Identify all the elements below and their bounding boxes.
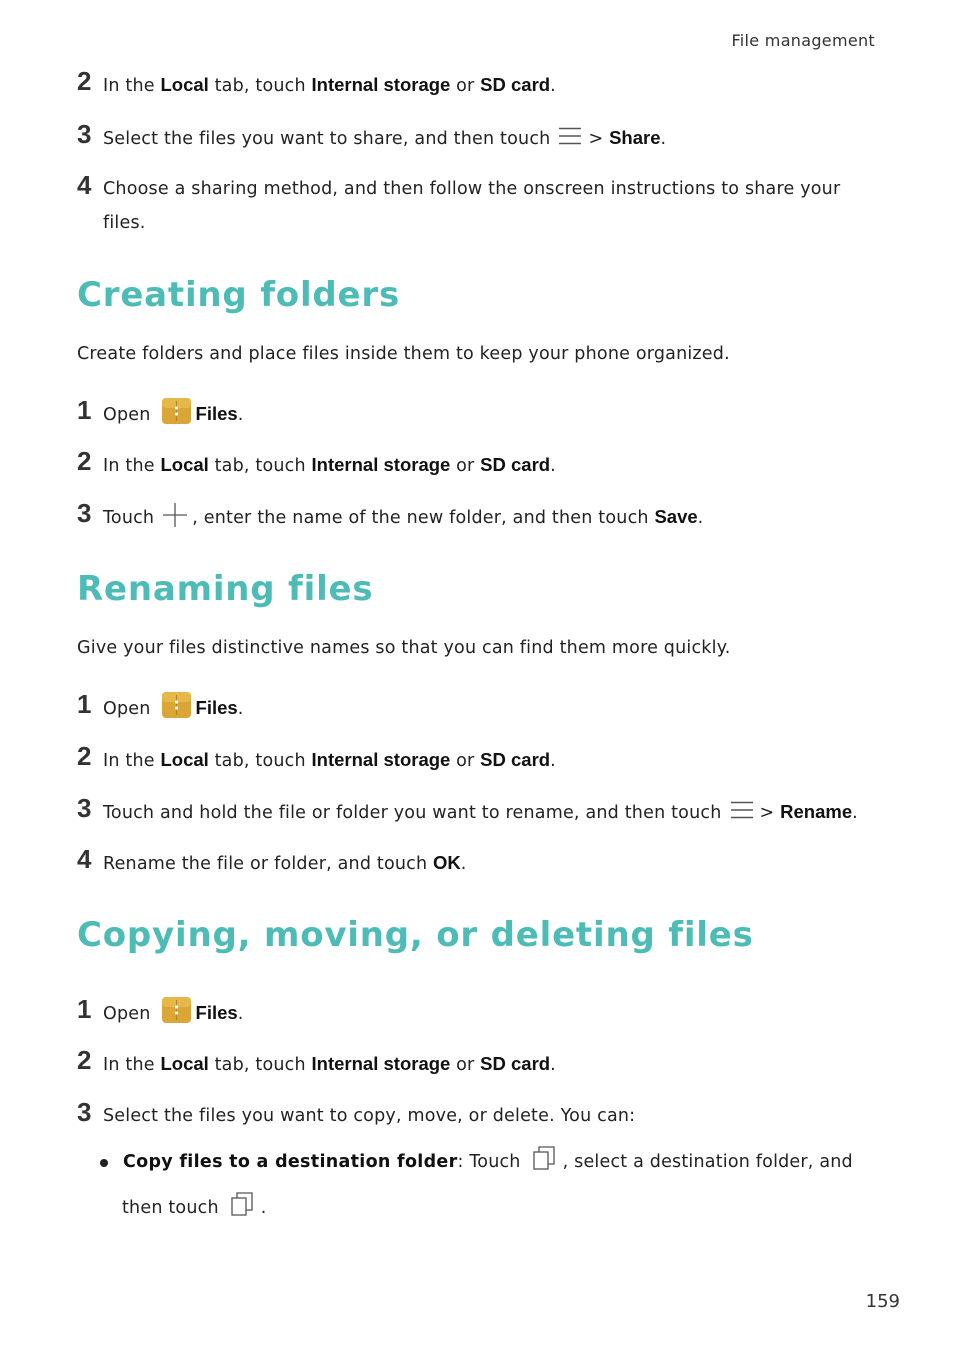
copy-icon [533, 1146, 555, 1170]
running-header: File management [731, 31, 875, 50]
step-text: Open Files. [103, 397, 883, 432]
section-intro: Create folders and place files inside them to keep your phone organized. [77, 344, 730, 364]
step-text: In the Local tab, touch Internal storage or SD card. [103, 74, 556, 96]
files-app-icon [161, 397, 192, 425]
step-text: In the Local tab, touch Internal storage or SD card. [103, 1053, 556, 1075]
step-text: In the Local tab, touch Internal storage or SD card. [103, 749, 556, 771]
step-number: 3 [77, 119, 92, 149]
step-text: Open Files. [103, 691, 883, 726]
step-number: 2 [77, 446, 92, 476]
step-text: In the Local tab, touch Internal storage or SD card. [103, 454, 556, 476]
section-intro: Give your files distinctive names so that you can find them more quickly. [77, 638, 731, 658]
bullet-text: Copy files to a destination folder: Touch , select a destination folder, and [123, 1145, 853, 1179]
section-title-renaming-files: Renaming files [77, 569, 374, 609]
files-app-icon [161, 996, 192, 1024]
step-number: 4 [77, 844, 92, 874]
section-title-creating-folders: Creating folders [77, 275, 401, 315]
step-number: 2 [77, 1045, 92, 1075]
step-text: Select the files you want to copy, move, or delete. You can: [103, 1106, 636, 1126]
bullet-dot [100, 1159, 108, 1167]
bullet-text-continued: then touch . [122, 1191, 267, 1225]
section-title-copying-files: Copying, moving, or deleting files [77, 915, 754, 955]
step-text: Choose a sharing method, and then follow the onscreen instructions to share your files. [103, 179, 841, 233]
step-number: 1 [77, 395, 92, 425]
files-app-icon [161, 691, 192, 719]
step-number: 3 [77, 498, 92, 528]
step-number: 1 [77, 689, 92, 719]
page-number: 159 [865, 1291, 900, 1312]
step-number: 2 [77, 741, 92, 771]
step-number: 2 [77, 66, 92, 96]
step-number: 3 [77, 1097, 92, 1127]
step-number: 1 [77, 994, 92, 1024]
menu-icon [730, 800, 754, 820]
plus-icon [162, 502, 188, 528]
step-text: Touch , enter the name of the new folder, and then touch Save. [103, 500, 883, 535]
step-number: 3 [77, 793, 92, 823]
step-number: 4 [77, 170, 92, 200]
step-text: Rename the file or folder, and touch OK. [103, 852, 467, 874]
step-text: Select the files you want to share, and then touch > Share. [103, 127, 667, 149]
menu-icon [558, 126, 582, 146]
step-text: Touch and hold the file or folder you want to rename, and then touch > Rename. [103, 801, 858, 823]
copy-icon [231, 1192, 253, 1216]
step-text: Open Files. [103, 996, 883, 1031]
